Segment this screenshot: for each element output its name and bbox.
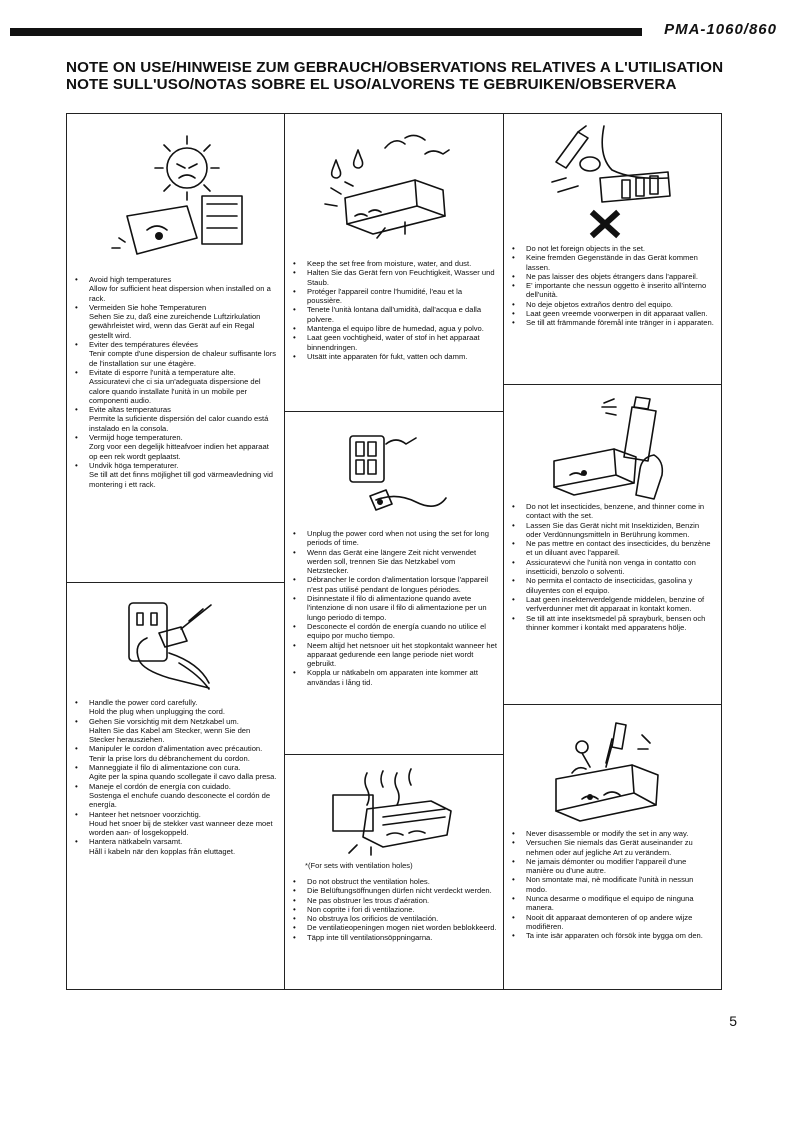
list-item: • Evitate di esporre l'unità a temperature alte. Assicuratevi che ci sia un'adeguata dispersione del calore quando installate l'unità in un mobile per componenti audio. [71,368,278,405]
heat-list [71,275,278,489]
list-item: • Evite altas temperaturas Permite la suficiente dispersión del calor cuando está instalado en la consola. [71,405,278,433]
list-item: • Ta inte isär apparaten och försök inte bygga om den. [508,931,715,940]
list-item: • No obstruya los orificios de ventilación. [289,914,497,923]
list-item: • Versuchen Sie niemals das Gerät auseinander zu nehmen oder auf jegliche Art zu verändern. [508,838,715,857]
insecticide-list [508,502,715,632]
list-item: • Handle the power cord carefully. Hold the plug when unplugging the cord. [71,698,278,717]
ventilation-section [285,754,503,989]
list-item: • Never disassemble or modify the set in any way. [508,829,715,838]
list-item: • Neem altijd het netsnoer uit het stopkontakt wanneer het apparaat gedurende een lange periode niet wordt gebruikt. [289,641,497,669]
list-item: • No permita el contacto de insecticidas, gasolina y diluyentes con el equipo. [508,576,715,595]
list-item: • Nunca desarme o modifique el equipo de ninguna manera. [508,894,715,913]
insecticide-section [504,384,721,704]
list-item: • Avoid high temperatures Allow for sufficient heat dispersion when installed on a rack. [71,275,278,303]
list-item: • Desconecte el cordón de energía cuando no utilice el equipo por mucho tiempo. [289,622,497,641]
list-item: • Non coprite i fori di ventilazione. [289,905,497,914]
list-item: • Hanteer het netsnoer voorzichtig. Houd het snoer bij de stekker vast wanneer deze moet worden aan- of losgekoppeld. [71,810,278,838]
power-outlet-icon [340,430,450,525]
list-item: • Täpp inte till ventilationsöppningarna. [289,933,497,942]
list-item: • Die Belüftungsöffnungen dürfen nicht verdeckt werden. [289,886,497,895]
list-item: • Laat geen vreemde voorwerpen in dit apparaat vallen. [508,309,715,318]
list-item: • Wenn das Gerät eine längere Zeit nicht verwendet werden soll, trennen Sie das Netzkabel vom Netzstecker. [289,548,497,576]
list-item: • Vermeiden Sie hohe Temperaturen Sehen Sie zu, daß eine zureichende Luftzirkulation gewährleistet wird, wenn das Gerät auf ein Regal gestellt wird. [71,303,278,340]
list-item: • E' importante che nessun oggetto è inserito all'interno dell'unità. [508,281,715,300]
sun-heat-icon [107,126,247,261]
moisture-section [285,114,503,411]
page-title [66,59,746,93]
cord-section [67,582,284,989]
moisture-list [289,259,497,361]
list-item: • Do not obstruct the ventilation holes. [289,877,497,886]
list-item: • Ne jamais démonter ou modifier l'appareil d'une manière ou d'une autre. [508,857,715,876]
disassemble-list [508,829,715,941]
list-item: • Ne pas obstruer les trous d'aération. [289,896,497,905]
disassemble-section [504,704,721,989]
heat-section [67,114,284,582]
foreign-object-icon [544,122,674,237]
list-item: • Keep the set free from moisture, water, and dust. [289,259,497,268]
list-item: • Maneje el cordón de energía con cuidado. Sostenga el enchufe cuando desconecte el cordón de energía. [71,782,278,810]
list-item: • Unplug the power cord when not using the set for long periods of time. [289,529,497,548]
list-item: • Assicuratevvi che l'unità non venga in contatto con insetticidi, benzolo o solventi. [508,558,715,577]
list-item: • Se till att inte insektsmedel på sprayburk, bensen och thinner kommer i kontakt med apparatens hölje. [508,614,715,633]
list-item: • Débrancher le cordon d'alimentation lorsque l'appareil n'est pas utilisé pendant de longues périodes. [289,575,497,594]
list-item: • Vermijd hoge temperaturen. Zorg voor een degelijk hitteafvoer indien het apparaat op een rek wordt geplaatst. [71,433,278,461]
list-item: • Koppla ur nätkabeln om apparaten inte kommer att användas i lång tid. [289,668,497,687]
notes-frame [66,113,722,990]
list-item: • Undvik höga temperaturer. Se till att det finns möjlighet till god värmeavledning vid montering i ett rack. [71,461,278,489]
column-3 [504,114,721,989]
list-item: • Tenete l'unità lontana dall'umidità, dall'acqua e dalla polvere. [289,305,497,324]
unplug-section [285,411,503,754]
foreign-section [504,114,721,384]
column-2 [285,114,504,989]
column-1 [67,114,285,989]
list-item: • Gehen Sie vorsichtig mit dem Netzkabel um. Halten Sie das Kabel am Stecker, wenn Sie den Stecker herausziehen. [71,717,278,745]
list-item: • Se till att främmande föremål inte tränger in i apparaten. [508,318,715,327]
header-rule [10,28,642,36]
spray-can-icon [544,391,684,501]
title-line-2: NOTE SULL'USO/NOTAS SOBRE EL USO/ALVORENS TE GEBRUIKEN/OBSERVERA [66,76,677,93]
ventilation-note: *(For sets with ventilation holes) [305,861,413,870]
unplug-list [289,529,497,687]
list-item: • Manneggiate il filo di alimentazione con cura. Agite per la spina quando scollegate il cavo dalla presa. [71,763,278,782]
list-item: • Manipuler le cordon d'alimentation avec précaution. Tenir la prise lors du débranchement du cordon. [71,744,278,763]
list-item: • Mantenga el equipo libre de humedad, agua y polvo. [289,324,497,333]
list-item: • Utsätt inte apparaten för fukt, vatten och damm. [289,352,497,361]
list-item: • De ventilatieopeningen mogen niet worden beblokkeerd. [289,923,497,932]
ventilation-list [289,877,497,942]
ventilation-icon [327,765,457,857]
list-item: • Halten Sie das Gerät fern von Feuchtigkeit, Wasser und Staub. [289,268,497,287]
list-item: • Disinnestate il filo di alimentazione quando avete l'intenzione di non usare il filo di alimentazione per un lungo periodo di tempo. [289,594,497,622]
title-line-1: NOTE ON USE/HINWEISE ZUM GEBRAUCH/OBSERVATIONS RELATIVES A L'UTILISATION [66,59,724,76]
page-number: 5 [729,1013,737,1029]
list-item: • Ne pas mettre en contact des insecticides, du benzène et un diluant avec l'appareil. [508,539,715,558]
list-item: • Hantera nätkabeln varsamt. Håll i kabeln när den kopplas från eluttaget. [71,837,278,856]
screwdriver-icon [542,715,682,827]
list-item: • Laat geen vochtigheid, water of stof in het apparaat binnendringen. [289,333,497,352]
list-item: • No deje objetos extraños dentro del equipo. [508,300,715,309]
list-item: • Laat geen insektenverdelgende middelen, benzine of verfverdunner met dit apparaat in kontakt komen. [508,595,715,614]
list-item: • Do not let insecticides, benzene, and thinner come in contact with the set. [508,502,715,521]
list-item: • Nooit dit apparaat demonteren of op andere wijze modifiëren. [508,913,715,932]
list-item: • Keine fremden Gegenstände in das Gerät kommen lassen. [508,253,715,272]
water-drops-icon [325,128,465,240]
list-item: • Non smontate mai, nè modificate l'unità in nessun modo. [508,875,715,894]
list-item: • Do not let foreign objects in the set. [508,244,715,253]
cord-list [71,698,278,856]
list-item: • Protéger l'appareil contre l'humidité, l'eau et la poussière. [289,287,497,306]
list-item: • Lassen Sie das Gerät nicht mit Insektiziden, Benzin oder Verdünnungsmitteln in Berührung kommen. [508,521,715,540]
foreign-list [508,244,715,328]
list-item: • Ne pas laisser des objets étrangers dans l'appareil. [508,272,715,281]
list-item: • Eviter des températures élevées Tenir compte d'une dispersion de chaleur suffisante lors de l'installation sur une étagère. [71,340,278,368]
model-number: PMA-1060/860 [664,21,777,38]
plug-hand-icon [119,593,239,698]
